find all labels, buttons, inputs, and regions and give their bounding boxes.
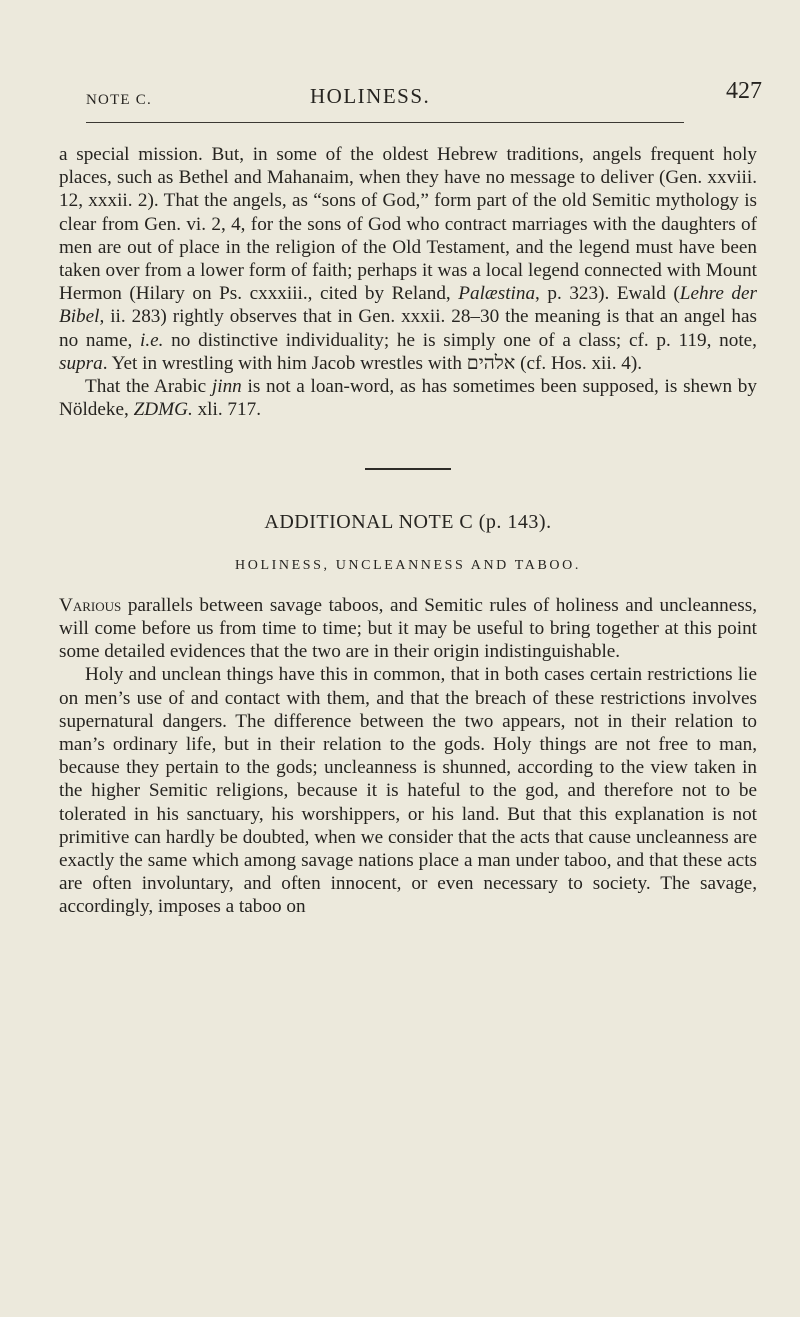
text-run: . Yet in wrestling with him Jacob wrestles with אלהים (cf. Hos. xii. 4). — [102, 352, 643, 374]
italic-text: supra — [59, 352, 103, 374]
text-run: is not a loan-word, as has sometimes been supposed, is shewn by Nöldeke, — [59, 376, 757, 421]
page-number: 427 — [726, 78, 762, 104]
page-body — [59, 143, 757, 919]
running-header — [86, 78, 776, 124]
italic-text: i.e. — [140, 329, 164, 351]
text-run: That the Arabic — [85, 376, 212, 398]
italic-text: Lehre der Bibel — [59, 283, 757, 328]
paragraph-text: parallels between savage taboos, and Semitic rules of holiness and uncleanness, will come before us from time to time; but it may be useful to bring together at this point some detailed evidences that the two are in their origin indistinguishable. — [59, 594, 757, 663]
text-run: xli. 717. — [192, 399, 262, 421]
paragraph-jinn — [59, 375, 757, 421]
additional-note-title: ADDITIONAL NOTE C (p. 143). — [264, 511, 552, 534]
text-run: no distinctive individuality; he is simply one of a class; cf. p. 119, note, — [163, 329, 757, 351]
paragraph-holy-unclean: Holy and unclean things have this in common, that in both cases certain restrictions lie on men’s use of and contact with them, and that the breach of these restrictions involves supernatural dangers. The difference between the two appears, not in their relation to man’s ordinary life, but in their relation to the gods. Holy things are not free to man, because they pertain to the gods; uncleanness is shunned, according to the view taken in the higher Semitic religions, because it is hateful to the god, and therefore not to be tolerated in his sanctuary, his worshippers, or his land. But that this explanation is not primitive can hardly be doubted, when we consider that the acts that cause uncleanness are exactly the same which among savage nations place a man under taboo, and that these acts are often involuntary, and often innocent, or even necessary to society. The savage, accordingly, imposes a taboo on — [59, 664, 757, 918]
text-run: , ii. 283) rightly observes that in Gen. xxxii. 28–30 the meaning is that an angel has no name, — [59, 306, 757, 351]
paragraph-various-parallels — [59, 594, 757, 664]
italic-text: jinn — [211, 376, 242, 398]
header-rule — [86, 122, 684, 123]
italic-text: ZDMG. — [133, 399, 193, 421]
header-note-label: NOTE C. — [86, 92, 152, 108]
header-title: HOLINESS. — [310, 84, 431, 108]
paragraph-angels — [59, 143, 757, 375]
italic-text: Palæstina — [458, 283, 536, 305]
text-run: , p. 323). Ewald ( — [535, 283, 680, 305]
text-run: a special mission. But, in some of the oldest Hebrew traditions, angels frequent holy places, such as Bethel and Mahanaim, when they have no message to deliver (Gen. xxviii. 12, xxxii. 2). That the angels, as “sons of God,” form part of the old Semitic mythology is clear from Gen. vi. 2, 4, for the sons of God who contract marriages with the daughters of men are out of place in the religion of the Old Testament, and the legend must have been taken over from a lower form of faith; perhaps it was a local legend connected with Mount Hermon (Hilary on Ps. cxxxiii., cited by Reland, — [59, 144, 757, 305]
section-divider — [365, 468, 451, 470]
lead-word: Various — [59, 594, 122, 616]
additional-note-subtitle: HOLINESS, UNCLEANNESS AND TABOO. — [235, 557, 581, 573]
